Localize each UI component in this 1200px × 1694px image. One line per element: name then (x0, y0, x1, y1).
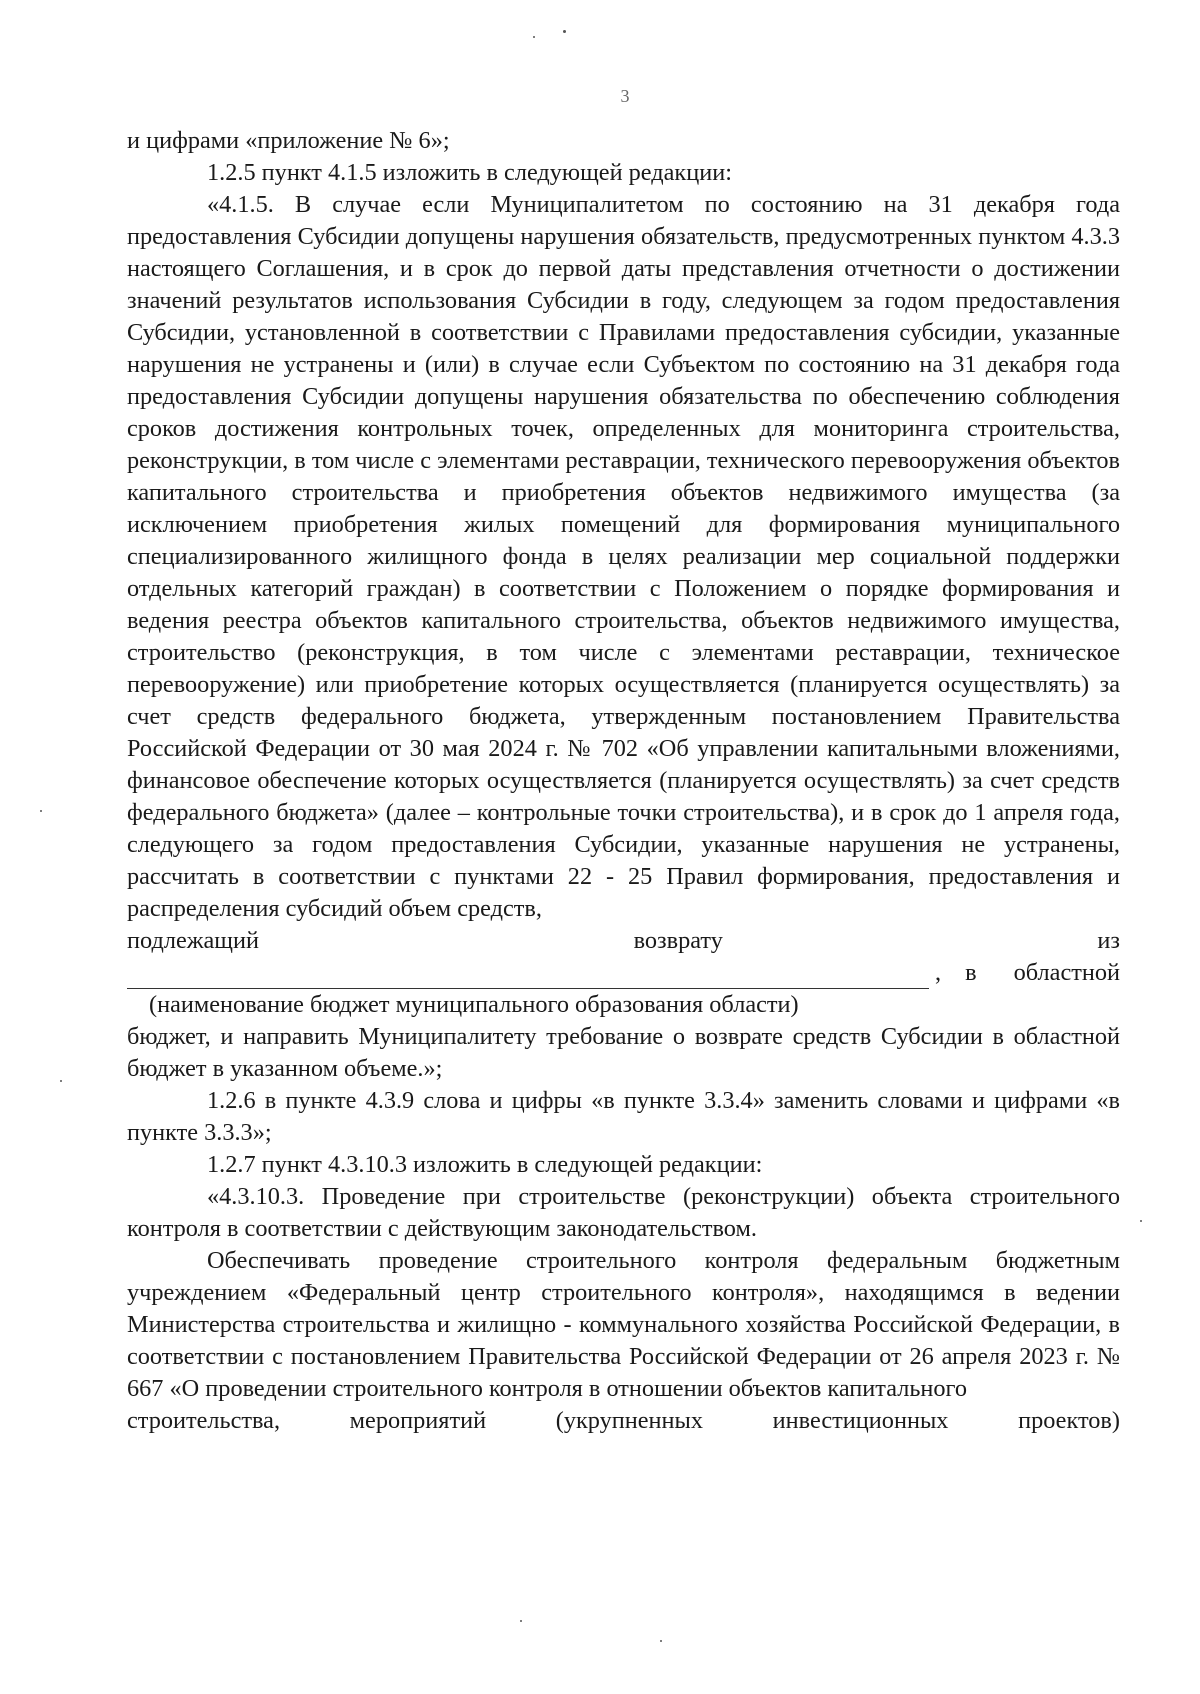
clause-4-1-5-last-line (127, 925, 1120, 957)
paragraph-item-1-2-5: 1.2.5 пункт 4.1.5 изложить в следующей редакции: (207, 159, 732, 186)
paragraph-clause-4-1-5: «4.1.5. В случае если Муниципалитетом по состоянию на 31 декабря года предоставления Субсидии допущены нарушения обязательств, предусмотренных пунктом 4.3.3 настоящего Соглашения, и в срок до первой даты представления отчетности о достижении значений результатов использования Субсидии в году, следующем за годом предоставления Субсидии, установленной в соответствии с Правилами предоставления субсидии, указанные нарушения не устранены и (или) в случае если Субъектом по состоянию на 31 декабря года предоставления Субсидии допущены нарушения обязательства по обеспечению соблюдения сроков достижения контрольных точек, определенных для мониторинга строительства, реконструкции, в том числе с элементами реставрации, технического перевооружения объектов капитального строительства и приобретения объектов недвижимого имущества (за исключением приобретения жилых помещений для формирования муниципального специализированного жилищного фонда в целях реализации мер социальной поддержки отдельных категорий граждан) в соответствии с Положением о порядке формирования и ведения реестра объектов капитального строительства, объектов недвижимого имущества, строительство (реконструкция, в том числе с элементами реставрации, техническое перевооружение) или приобретение которых осуществляется (планируется осуществлять) за счет средств федерального бюджета, утвержденным постановлением Правительства Российской Федерации от 30 мая 2024 г. № 702 «Об управлении капитальными вложениями, финансовое обеспечение которых осуществляется (планируется осуществлять) за счет средств федерального бюджета» (далее – контрольные точки строительства), и в срок до 1 апреля года, следующего за годом предоставления Субсидии, указанные нарушения не устранены, рассчитать в соответствии с пунктами 22 - 25 Правил формирования, предоставления и распределения субсидий объем средств, (127, 191, 1120, 922)
fill-in-blank-line (127, 964, 929, 989)
scan-speck (520, 1620, 522, 1622)
paragraph-item-1-2-6: 1.2.6 в пункте 4.3.9 слова и цифры «в пункте 3.3.4» заменить словами и цифрами «в пункте 3.3.3»; (127, 1087, 1120, 1146)
word: областной (1013, 959, 1120, 986)
scan-speck (1140, 1220, 1142, 1222)
paragraph-construction-control: Обеспечивать проведение строительного контроля федеральным бюджетным учреждением «Федеральный центр строительного контроля», находящимся в ведении Министерства строительства и жилищно - коммунального хозяйства Российской Федерации, в соответствии с постановлением Правительства Российской Федерации от 26 апреля 2023 г. № 667 «О проведении строительного контроля в отношении объектов капитального (127, 1247, 1120, 1402)
paragraph-item-1-2-7: 1.2.7 пункт 4.3.10.3 изложить в следующей редакции: (207, 1151, 763, 1178)
blank-suffix: , (935, 959, 942, 986)
paragraph-continuation: и цифрами «приложение № 6»; (127, 127, 450, 154)
budget-blank-row (127, 957, 1120, 989)
paragraph-clause-4-1-5-end: бюджет, и направить Муниципалитету требование о возврате средств Субсидии в областной бюджет в указанном объеме.»; (127, 1023, 1120, 1082)
paragraph-clause-4-3-10-3: «4.3.10.3. Проведение при строительстве (реконструкции) объекта строительного контроля в соответствии с действующим законодательством. (127, 1183, 1120, 1242)
scan-speck (533, 36, 535, 38)
word: возврату (633, 927, 723, 954)
word: в (965, 959, 977, 986)
word: мероприятий (349, 1407, 487, 1434)
document-body (127, 125, 1120, 1437)
word: инвестиционных (772, 1407, 949, 1434)
blank-caption: (наименование бюджет муниципального образования области) (149, 991, 799, 1018)
scan-speck (60, 1080, 62, 1082)
page-number: 3 (620, 86, 630, 106)
word: строительства, (127, 1407, 281, 1434)
word: из (1097, 927, 1120, 954)
word: подлежащий (127, 927, 260, 954)
word: (укрупненных (555, 1407, 704, 1434)
blank-tail (941, 957, 1120, 989)
scan-speck (40, 810, 42, 812)
scan-speck (563, 30, 566, 33)
construction-control-last-line (127, 1405, 1120, 1437)
word: проектов) (1018, 1407, 1120, 1434)
scan-speck (660, 1640, 662, 1642)
